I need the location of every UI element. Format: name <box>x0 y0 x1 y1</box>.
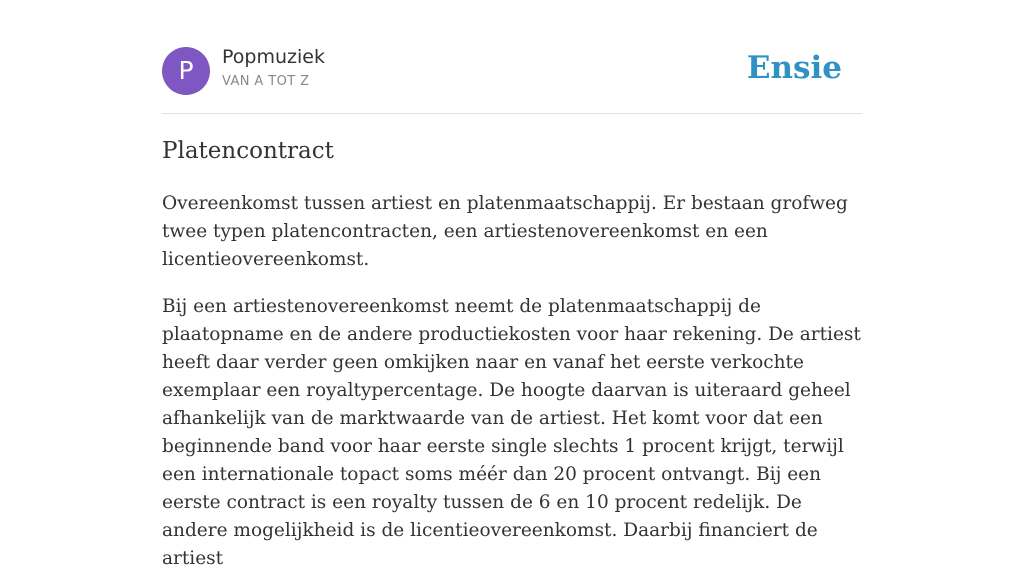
entry-page <box>162 0 862 569</box>
entry-paragraph-2: Bij een artiestenovereenkomst neemt de platenmaatschappij de plaatopname en de andere productiekosten voor haar rekening. De artiest heeft daar verder geen omkijken naar en vanaf het eerste verkochte exemplaar een royaltypercentage. De hoogte daarvan is uiteraard geheel afhankelijk van de marktwaarde van de artiest. Het komt voor dat een beginnende band voor haar eerste single slechts 1 procent krijgt, terwijl een internationale topact soms méér dan 20 procent ontvangt. Bij een eerste contract is een royalty tussen de 6 en 10 procent redelijk. De andere mogelijkheid is de licentieovereenkomst. Daarbij financiert de artiest <box>162 296 861 569</box>
ensie-logo-link[interactable]: Ensie <box>746 50 842 86</box>
entry-title: Platencontract <box>162 138 334 164</box>
entry-header <box>162 0 862 114</box>
book-subtitle: VAN A TOT Z <box>222 74 310 89</box>
entry-paragraph-1: Overeenkomst tussen artiest en platenmaatschappij. Er bestaan grofweg twee typen platencontracten, een artiestenovereenkomst en een licentieovereenkomst. <box>162 193 848 270</box>
book-avatar[interactable]: P <box>162 47 210 95</box>
book-title-link[interactable]: Popmuziek <box>222 46 325 68</box>
